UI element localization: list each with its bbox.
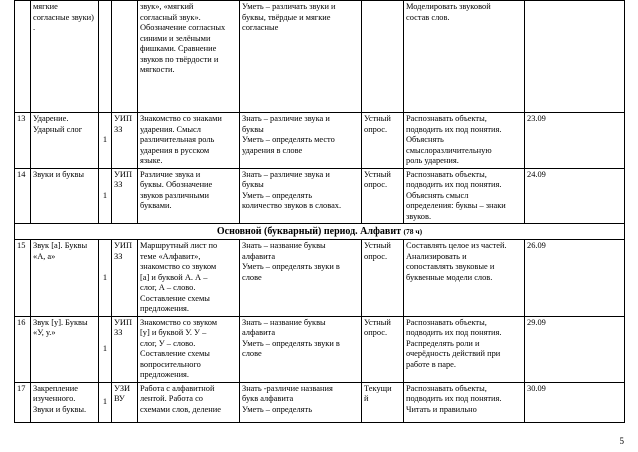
learning-outcomes-cell-line: Знать – различие звука и xyxy=(242,169,330,179)
control-form-cell xyxy=(362,316,404,382)
control-form-cell xyxy=(362,382,404,422)
lesson-number-cell: 14 xyxy=(15,168,31,224)
date-cell: 23.09 xyxy=(525,113,625,169)
topic-cell xyxy=(31,382,99,422)
learning-outcomes-cell-line: буквы xyxy=(242,180,264,189)
activities-cell-line: Объяснять смысл xyxy=(406,190,469,200)
rows-before-section xyxy=(15,1,625,224)
control-form-cell-line: опрос. xyxy=(364,251,388,261)
content-cell-line: Работа с алфавитной xyxy=(140,383,215,393)
lesson-type-cell-line: УИП xyxy=(114,317,133,327)
topic-cell xyxy=(31,168,99,224)
learning-outcomes-cell-line: согласные xyxy=(242,23,279,32)
topic-cell-line: мягкие xyxy=(33,2,58,11)
learning-outcomes-cell-line: букв алфавита xyxy=(242,394,294,403)
rows-after-section xyxy=(15,240,625,423)
learning-outcomes-cell-line: слове xyxy=(242,272,262,282)
activities-cell-line: подводить их под понятия. xyxy=(406,124,502,134)
content-cell-line: слог, У – слово. xyxy=(140,338,196,348)
lesson-type-cell-line: ЗЗ xyxy=(114,180,123,189)
activities-cell-line: определения: буквы – знаки xyxy=(406,201,506,210)
hours-cell: 1 xyxy=(99,113,112,169)
learning-outcomes-cell-line: Уметь – определять звуки в xyxy=(242,338,340,348)
control-form-cell-line: Устный xyxy=(364,317,391,327)
lesson-type-cell-line: ЗЗ xyxy=(114,328,123,337)
content-cell-line: [у] и буквой У. У – xyxy=(140,328,207,337)
topic-cell-line: Ударный слог xyxy=(33,124,83,134)
table-row xyxy=(15,240,625,317)
learning-outcomes-cell-line: ударения в слове xyxy=(242,145,303,155)
page-number: 5 xyxy=(619,436,624,446)
topic-cell xyxy=(31,240,99,317)
control-form-cell-line: опрос. xyxy=(364,124,388,134)
content-cell-line: языке. xyxy=(140,156,163,165)
content-cell-line: Знакомство со звуком xyxy=(140,317,218,327)
content-cell-line: Составление схемы xyxy=(140,293,210,303)
date-cell: 30.09 xyxy=(525,382,625,422)
activities-cell xyxy=(404,240,525,317)
section-row xyxy=(15,224,625,240)
learning-outcomes-cell xyxy=(240,240,362,317)
activities-cell-line: Моделировать звуковой xyxy=(406,2,491,11)
activities-cell-line: Объяснять xyxy=(406,135,444,144)
hours-cell: 1 xyxy=(99,382,112,422)
content-cell-line: ударения в русском xyxy=(140,145,210,155)
hours-cell: 1 xyxy=(99,240,112,317)
lesson-type-cell xyxy=(112,316,138,382)
content-cell xyxy=(138,316,240,382)
activities-cell-line: Распознавать объекты, xyxy=(406,169,487,179)
learning-outcomes-cell-line: Уметь – определять звуки в xyxy=(242,262,340,271)
activities-cell-line: Распределять роли и xyxy=(406,338,480,348)
lesson-type-cell xyxy=(112,240,138,317)
lesson-number-cell: 17 xyxy=(15,382,31,422)
lesson-type-cell-line: ЗЗ xyxy=(114,124,123,134)
content-cell xyxy=(138,382,240,422)
activities-cell-line: Составлять целое из частей. xyxy=(406,241,507,250)
activities-cell-line: Распознавать объекты, xyxy=(406,114,487,123)
control-form-cell-line: опрос. xyxy=(364,180,388,189)
activities-cell-line: сопоставлять звуковые и xyxy=(406,262,495,271)
lesson-type-cell xyxy=(112,168,138,224)
learning-outcomes-cell xyxy=(240,1,362,113)
topic-cell-line: изученного. xyxy=(33,394,76,403)
date-cell: 24.09 xyxy=(525,168,625,224)
topic-cell xyxy=(31,316,99,382)
section-cell xyxy=(15,224,625,240)
content-cell xyxy=(138,168,240,224)
content-cell-line: Маршрутный лист по xyxy=(140,241,218,250)
control-form-cell xyxy=(362,168,404,224)
control-form-cell-line: опрос. xyxy=(364,328,388,337)
learning-outcomes-cell-line: Знать – название буквы xyxy=(242,241,326,250)
table-row xyxy=(15,1,625,113)
lesson-type-cell xyxy=(112,382,138,422)
content-cell-line: теме «Алфавит», xyxy=(140,251,201,261)
topic-cell xyxy=(31,1,99,113)
content-cell-line: вопросительного xyxy=(140,359,201,369)
activities-cell-line: состав слов. xyxy=(406,12,450,22)
control-form-cell-line: Устный xyxy=(364,114,391,123)
lesson-type-cell-line: УИП xyxy=(114,241,133,250)
activities-cell-line: смыслоразличительную xyxy=(406,145,492,155)
topic-cell xyxy=(31,113,99,169)
date-cell: 26.09 xyxy=(525,240,625,317)
control-form-cell-line: Текущи xyxy=(364,383,392,393)
activities-cell xyxy=(404,168,525,224)
activities-cell-line: роль ударения. xyxy=(406,156,459,165)
activities-cell xyxy=(404,316,525,382)
hours-cell xyxy=(99,1,112,113)
learning-outcomes-cell-line: Знать -различие названия xyxy=(242,383,333,393)
activities-cell xyxy=(404,1,525,113)
content-cell-line: фишками. Сравнение xyxy=(140,44,217,53)
content-cell-line: буквы. Обозначение xyxy=(140,180,213,189)
content-cell-line: лентой. Работа со xyxy=(140,394,203,403)
learning-outcomes-cell-line: буквы, твёрдые и мягкие xyxy=(242,12,331,22)
lesson-type-cell-line: ЗЗ xyxy=(114,251,123,261)
topic-cell-line: . xyxy=(33,23,36,32)
content-cell-line: слог, А – слово. xyxy=(140,283,196,292)
content-cell-line: звук», «мягкий xyxy=(140,2,194,11)
activities-cell-line: буквенные модели слов. xyxy=(406,272,493,282)
lesson-type-cell-line: УИП xyxy=(114,114,133,123)
learning-outcomes-cell-line: Уметь – определять место xyxy=(242,135,335,144)
learning-outcomes-cell xyxy=(240,113,362,169)
date-cell: 29.09 xyxy=(525,316,625,382)
content-cell-line: Обозначение согласных xyxy=(140,23,226,32)
table-row xyxy=(15,168,625,224)
learning-outcomes-cell-line: слове xyxy=(242,349,262,358)
control-form-cell xyxy=(362,240,404,317)
activities-cell-line: очерёдность действий при xyxy=(406,349,501,358)
learning-outcomes-cell-line: буквы xyxy=(242,124,264,134)
lesson-type-cell xyxy=(112,1,138,113)
topic-cell-line: Звуки и буквы xyxy=(33,169,85,179)
content-cell-line: звуков различными xyxy=(140,190,210,200)
control-form-cell xyxy=(362,1,404,113)
activities-cell-line: подводить их под понятия. xyxy=(406,394,502,403)
learning-outcomes-cell-line: Знать – различие звука и xyxy=(242,114,330,123)
activities-cell-line: Распознавать объекты, xyxy=(406,383,487,393)
lesson-type-cell-line: УИП xyxy=(114,169,133,179)
content-cell-line: Различие звука и xyxy=(140,169,201,179)
lesson-number-cell: 16 xyxy=(15,316,31,382)
section-header xyxy=(15,224,625,240)
lesson-number-cell: 13 xyxy=(15,113,31,169)
content-cell-line: предложения. xyxy=(140,304,189,313)
topic-cell-line: «У, у.» xyxy=(33,328,56,337)
topic-cell-line: Закрепление xyxy=(33,383,78,393)
activities-cell-line: работе в паре. xyxy=(406,359,456,369)
activities-cell xyxy=(404,382,525,422)
lesson-type-cell-line: ВУ xyxy=(114,394,125,403)
activities-cell-line: подводить их под понятия. xyxy=(406,180,502,189)
learning-outcomes-cell xyxy=(240,168,362,224)
learning-outcomes-cell-line: Уметь – различать звуки и xyxy=(242,2,336,11)
topic-cell-line: Звуки и буквы. xyxy=(33,404,87,414)
hours-cell: 1 xyxy=(99,316,112,382)
date-cell xyxy=(525,1,625,113)
content-cell-line: согласный звук». xyxy=(140,12,201,22)
table-row xyxy=(15,113,625,169)
content-cell-line: буквами. xyxy=(140,201,172,210)
section-hours-note: (78 ч) xyxy=(403,227,423,236)
control-form-cell-line: Устный xyxy=(364,169,391,179)
activities-cell-line: звуков. xyxy=(406,211,432,221)
learning-outcomes-cell-line: алфавита xyxy=(242,328,276,337)
content-cell-line: [а] и буквой А. А – xyxy=(140,272,208,282)
control-form-cell xyxy=(362,113,404,169)
learning-outcomes-cell xyxy=(240,316,362,382)
learning-outcomes-cell-line: Знать – название буквы xyxy=(242,317,326,327)
content-cell-line: схемами слов, деление xyxy=(140,404,221,414)
hours-cell: 1 xyxy=(99,168,112,224)
content-cell-line: различительная роль xyxy=(140,135,215,144)
table-row xyxy=(15,382,625,422)
control-form-cell-line: Устный xyxy=(364,241,391,250)
learning-outcomes-cell-line: Уметь – определять xyxy=(242,404,313,414)
content-cell-line: ударения. Смысл xyxy=(140,124,201,134)
activities-cell xyxy=(404,113,525,169)
activities-cell-line: Распознавать объекты, xyxy=(406,317,487,327)
learning-outcomes-cell-line: количество звуков в словах. xyxy=(242,201,342,210)
topic-cell-line: Ударение. xyxy=(33,114,69,123)
control-form-cell-line: й xyxy=(364,394,369,403)
learning-outcomes-cell xyxy=(240,382,362,422)
lesson-type-cell-line: УЗИ xyxy=(114,383,131,393)
learning-outcomes-cell-line: алфавита xyxy=(242,251,276,261)
lesson-plan-table xyxy=(14,0,625,423)
topic-cell-line: «А, а» xyxy=(33,251,56,261)
learning-outcomes-cell-line: Уметь – определять xyxy=(242,190,313,200)
content-cell-line: звуков по твёрдости и xyxy=(140,54,219,64)
document-page xyxy=(14,0,624,423)
topic-cell-line: Звук [у]. Буквы xyxy=(33,317,88,327)
section-title: Основной (букварный) период. Алфавит xyxy=(216,226,401,237)
lesson-number-cell: 15 xyxy=(15,240,31,317)
topic-cell-line: Звук [а]. Буквы xyxy=(33,241,88,250)
topic-cell-line: согласные звуки) xyxy=(33,12,94,22)
content-cell-line: синими и зелёными xyxy=(140,33,211,43)
content-cell xyxy=(138,1,240,113)
lesson-number-cell xyxy=(15,1,31,113)
content-cell-line: Составление схемы xyxy=(140,349,210,358)
content-cell-line: предложения. xyxy=(140,370,189,379)
table-row xyxy=(15,316,625,382)
content-cell xyxy=(138,113,240,169)
activities-cell-line: Анализировать и xyxy=(406,251,467,261)
activities-cell-line: Читать и правильно xyxy=(406,404,477,414)
content-cell-line: знакомство со звуком xyxy=(140,262,217,271)
content-cell-line: мягкости. xyxy=(140,65,175,74)
activities-cell-line: подводить их под понятия. xyxy=(406,328,502,337)
lesson-type-cell xyxy=(112,113,138,169)
content-cell xyxy=(138,240,240,317)
content-cell-line: Знакомство со знаками xyxy=(140,114,222,123)
